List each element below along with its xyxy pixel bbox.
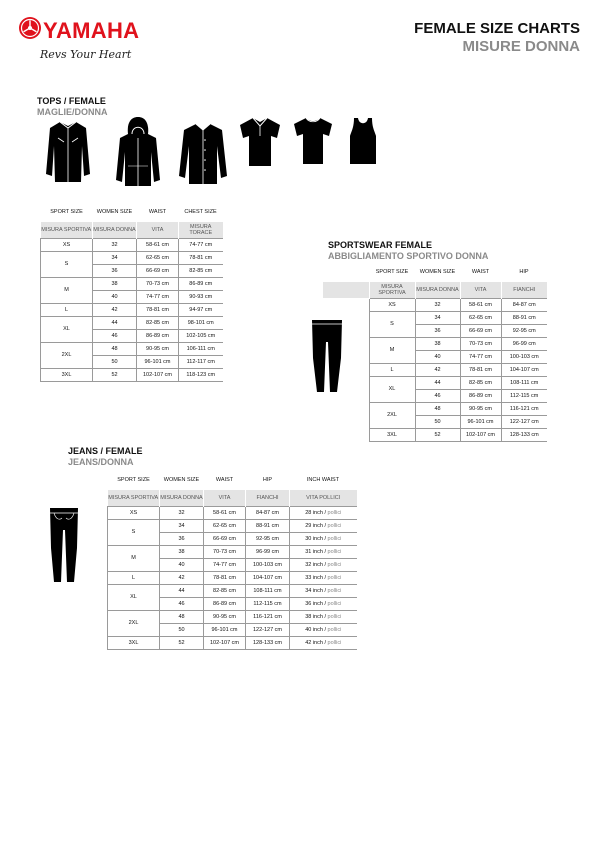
jacket-icon	[44, 116, 92, 186]
sport-size-cell: M	[369, 337, 415, 363]
table-header-italian-row	[108, 490, 357, 506]
value-cell: 108-111 cm	[501, 376, 547, 389]
header-misura-donna: MISURA DONNA	[160, 490, 204, 506]
value-cell: 90-95 cm	[460, 402, 501, 415]
brand-name: YAMAHA	[43, 18, 140, 43]
inch-separator: /	[322, 561, 328, 568]
tops-size-table	[40, 202, 223, 382]
value-cell: 92-95 cm	[246, 532, 290, 545]
sport-size-cell: M	[108, 545, 160, 571]
value-cell: 36	[93, 264, 137, 277]
value-cell: 52	[415, 428, 460, 441]
value-cell: 118-123 cm	[179, 368, 223, 381]
value-cell: 84-87 cm	[501, 298, 547, 311]
value-cell: 48	[93, 342, 137, 355]
table-row	[108, 610, 357, 623]
sport-size-cell: S	[369, 311, 415, 337]
header-chest-size: CHEST SIZE	[184, 209, 217, 215]
inch-separator: /	[322, 626, 328, 633]
header-waist: WAIST	[471, 269, 490, 275]
value-cell: 88-91 cm	[246, 519, 290, 532]
tops-title: TOPS / FEMALE	[37, 96, 106, 106]
value-cell	[290, 571, 357, 584]
value-cell: 38	[160, 545, 204, 558]
sport-size-cell: S	[108, 519, 160, 545]
value-cell: 116-121 cm	[246, 610, 290, 623]
value-cell: 62-65 cm	[460, 311, 501, 324]
value-cell: 102-107 cm	[137, 368, 179, 381]
value-cell: 32	[415, 298, 460, 311]
header-spacer	[323, 262, 369, 282]
table-row	[41, 368, 223, 381]
value-cell: 66-69 cm	[137, 264, 179, 277]
value-cell: 100-103 cm	[501, 350, 547, 363]
table-header-italian-row	[41, 222, 223, 238]
value-cell: 40	[160, 558, 204, 571]
header-sport-size: SPORT SIZE	[50, 209, 83, 215]
table-row	[108, 571, 357, 584]
value-cell: 96-99 cm	[246, 545, 290, 558]
page-titles	[414, 20, 580, 55]
value-cell: 96-101 cm	[204, 623, 246, 636]
header-women-size: WOMEN SIZE	[96, 209, 133, 215]
header-fianchi: FIANCHI	[246, 490, 290, 506]
page-title: FEMALE SIZE CHARTS	[414, 20, 580, 37]
hoodie-icon	[114, 116, 162, 188]
value-cell: 42	[160, 571, 204, 584]
value-cell: 92-95 cm	[501, 324, 547, 337]
header-misura-sportiva: MISURA SPORTIVA	[41, 222, 93, 238]
table-row	[41, 238, 223, 251]
sport-size-cell: L	[108, 571, 160, 584]
value-cell	[290, 558, 357, 571]
value-cell: 52	[160, 636, 204, 649]
value-cell: 108-111 cm	[246, 584, 290, 597]
yamaha-emblem-icon	[18, 16, 42, 40]
value-cell: 44	[160, 584, 204, 597]
header-waist: WAIST	[215, 477, 234, 483]
value-cell: 44	[93, 316, 137, 329]
value-cell: 50	[415, 415, 460, 428]
table-row	[323, 298, 547, 311]
value-cell: 122-127 cm	[501, 415, 547, 428]
value-cell: 46	[160, 597, 204, 610]
inch-value: 31 inch	[305, 548, 323, 555]
value-cell: 52	[93, 368, 137, 381]
inch-value: 38 inch	[305, 613, 323, 620]
pollici-label: pollici	[327, 522, 342, 529]
table-header-italian-row	[323, 282, 547, 298]
table-row	[108, 584, 357, 597]
value-cell	[290, 623, 357, 636]
pollici-label: pollici	[327, 574, 342, 581]
inch-separator: /	[322, 587, 328, 594]
header-misura-sportiva: MISURA SPORTIVA	[369, 282, 415, 298]
table-row	[323, 363, 547, 376]
header-women-size: WOMEN SIZE	[163, 477, 200, 483]
table-row	[41, 277, 223, 290]
sport-size-cell: L	[41, 303, 93, 316]
header-vita: VITA	[460, 282, 501, 298]
value-cell: 96-101 cm	[137, 355, 179, 368]
table-row	[323, 428, 547, 441]
pollici-label: pollici	[327, 600, 342, 607]
table-row	[323, 311, 547, 324]
value-cell: 112-117 cm	[179, 355, 223, 368]
value-cell: 102-107 cm	[460, 428, 501, 441]
value-cell: 42	[415, 363, 460, 376]
header-vita: VITA	[137, 222, 179, 238]
value-cell: 90-95 cm	[204, 610, 246, 623]
value-cell: 112-115 cm	[246, 597, 290, 610]
table-row	[323, 376, 547, 389]
inch-separator: /	[322, 639, 328, 646]
value-cell: 58-61 cm	[460, 298, 501, 311]
table-row	[41, 316, 223, 329]
header-misura-sportiva: MISURA SPORTIVA	[108, 490, 160, 506]
header-misura-donna: MISURA DONNA	[93, 222, 137, 238]
row-spacer	[323, 298, 369, 311]
value-cell: 46	[93, 329, 137, 342]
sport-size-cell: 3XL	[108, 636, 160, 649]
pollici-label: pollici	[327, 535, 342, 542]
inch-value: 33 inch	[305, 574, 323, 581]
value-cell: 98-101 cm	[179, 316, 223, 329]
value-cell: 46	[415, 389, 460, 402]
jeans-size-table	[107, 470, 357, 650]
value-cell: 122-127 cm	[246, 623, 290, 636]
jeans-icon	[46, 506, 82, 584]
row-spacer	[323, 337, 369, 363]
value-cell: 36	[415, 324, 460, 337]
value-cell: 82-85 cm	[137, 316, 179, 329]
value-cell: 32	[93, 238, 137, 251]
table-row	[41, 251, 223, 264]
value-cell: 58-61 cm	[204, 506, 246, 519]
sport-size-cell: 3XL	[41, 368, 93, 381]
value-cell: 82-85 cm	[179, 264, 223, 277]
header-waist: WAIST	[148, 209, 167, 215]
pollici-label: pollici	[327, 561, 342, 568]
header-women-size: WOMEN SIZE	[419, 269, 456, 275]
value-cell: 38	[415, 337, 460, 350]
sport-size-cell: XL	[41, 316, 93, 342]
pollici-label: pollici	[327, 639, 342, 646]
value-cell	[290, 636, 357, 649]
inch-separator: /	[322, 600, 328, 607]
jeans-subtitle: JEANS/DONNA	[68, 457, 134, 467]
header-vita-pollici: VITA POLLICI	[290, 490, 357, 506]
table-header-row	[108, 470, 357, 490]
header-italian-spacer	[323, 282, 369, 298]
brand-slogan: Revs Your Heart	[40, 48, 132, 61]
sport-size-cell: XS	[369, 298, 415, 311]
value-cell: 34	[93, 251, 137, 264]
inch-separator: /	[322, 535, 328, 542]
table-header-row	[41, 202, 223, 222]
tank-top-icon	[348, 116, 378, 166]
value-cell: 78-81 cm	[204, 571, 246, 584]
value-cell: 86-89 cm	[179, 277, 223, 290]
inch-value: 36 inch	[305, 600, 323, 607]
value-cell	[290, 545, 357, 558]
value-cell: 82-85 cm	[460, 376, 501, 389]
pollici-label: pollici	[327, 626, 342, 633]
value-cell: 96-99 cm	[501, 337, 547, 350]
row-spacer	[323, 363, 369, 376]
value-cell: 62-65 cm	[137, 251, 179, 264]
sport-size-cell: 2XL	[369, 402, 415, 428]
header-sport-size: SPORT SIZE	[375, 269, 409, 275]
value-cell: 50	[160, 623, 204, 636]
value-cell	[290, 584, 357, 597]
value-cell: 84-87 cm	[246, 506, 290, 519]
sport-size-cell: M	[41, 277, 93, 303]
value-cell: 66-69 cm	[460, 324, 501, 337]
pollici-label: pollici	[327, 548, 342, 555]
inch-separator: /	[322, 522, 328, 529]
value-cell: 96-101 cm	[460, 415, 501, 428]
sport-size-cell: XS	[108, 506, 160, 519]
header-misura-torace: MISURA TORACE	[179, 222, 223, 238]
value-cell: 32	[160, 506, 204, 519]
value-cell: 112-115 cm	[501, 389, 547, 402]
inch-value: 29 inch	[305, 522, 323, 529]
value-cell: 70-73 cm	[460, 337, 501, 350]
table-row	[108, 519, 357, 532]
shirt-icon	[178, 116, 228, 186]
value-cell: 78-81 cm	[460, 363, 501, 376]
header-inch-waist: INCH WAIST	[306, 477, 340, 483]
sport-size-cell: 3XL	[369, 428, 415, 441]
table-row	[41, 303, 223, 316]
row-spacer	[323, 376, 369, 402]
table-row	[108, 636, 357, 649]
header-sport-size: SPORT SIZE	[117, 477, 150, 483]
inch-value: 42 inch	[305, 639, 323, 646]
value-cell: 128-133 cm	[246, 636, 290, 649]
value-cell: 74-77 cm	[179, 238, 223, 251]
sport-size-cell: XS	[41, 238, 93, 251]
value-cell: 104-107 cm	[246, 571, 290, 584]
polo-icon	[238, 116, 282, 168]
inch-value: 30 inch	[305, 535, 323, 542]
sportswear-title: SPORTSWEAR FEMALE	[328, 240, 433, 250]
value-cell: 86-89 cm	[137, 329, 179, 342]
value-cell: 70-73 cm	[137, 277, 179, 290]
header-fianchi: FIANCHI	[501, 282, 547, 298]
sport-size-cell: S	[41, 251, 93, 277]
value-cell: 104-107 cm	[501, 363, 547, 376]
value-cell: 128-133 cm	[501, 428, 547, 441]
inch-separator: /	[322, 509, 328, 516]
value-cell: 94-97 cm	[179, 303, 223, 316]
pollici-label: pollici	[327, 509, 342, 516]
inch-separator: /	[322, 613, 328, 620]
sport-size-cell: XL	[108, 584, 160, 610]
value-cell	[290, 532, 357, 545]
inch-separator: /	[322, 574, 328, 581]
value-cell: 82-85 cm	[204, 584, 246, 597]
value-cell: 116-121 cm	[501, 402, 547, 415]
sport-size-cell: 2XL	[41, 342, 93, 368]
row-spacer	[323, 311, 369, 337]
header-misura-donna: MISURA DONNA	[415, 282, 460, 298]
value-cell: 58-61 cm	[137, 238, 179, 251]
jeans-title: JEANS / FEMALE	[68, 446, 143, 456]
value-cell: 36	[160, 532, 204, 545]
value-cell: 86-89 cm	[460, 389, 501, 402]
value-cell: 74-77 cm	[137, 290, 179, 303]
value-cell: 100-103 cm	[246, 558, 290, 571]
value-cell: 40	[415, 350, 460, 363]
value-cell: 38	[93, 277, 137, 290]
tshirt-icon	[292, 116, 334, 166]
yamaha-logo	[18, 16, 158, 64]
value-cell	[290, 610, 357, 623]
table-header-row	[323, 262, 547, 282]
value-cell: 90-93 cm	[179, 290, 223, 303]
page-subtitle: MISURE DONNA	[462, 38, 580, 55]
inch-value: 28 inch	[305, 509, 323, 516]
value-cell	[290, 597, 357, 610]
table-row	[323, 337, 547, 350]
inch-value: 40 inch	[305, 626, 323, 633]
value-cell: 70-73 cm	[204, 545, 246, 558]
value-cell: 62-65 cm	[204, 519, 246, 532]
value-cell: 34	[160, 519, 204, 532]
value-cell: 44	[415, 376, 460, 389]
tops-garment-icons	[44, 116, 384, 188]
value-cell: 48	[160, 610, 204, 623]
header-vita: VITA	[204, 490, 246, 506]
value-cell: 106-111 cm	[179, 342, 223, 355]
pollici-label: pollici	[327, 587, 342, 594]
value-cell: 78-81 cm	[137, 303, 179, 316]
table-row	[108, 545, 357, 558]
value-cell: 42	[93, 303, 137, 316]
table-row	[323, 402, 547, 415]
value-cell: 50	[93, 355, 137, 368]
value-cell: 40	[93, 290, 137, 303]
row-spacer	[323, 428, 369, 441]
value-cell: 90-95 cm	[137, 342, 179, 355]
sport-size-cell: 2XL	[108, 610, 160, 636]
value-cell	[290, 519, 357, 532]
inch-value: 34 inch	[305, 587, 323, 594]
value-cell: 48	[415, 402, 460, 415]
inch-value: 32 inch	[305, 561, 323, 568]
value-cell: 102-107 cm	[204, 636, 246, 649]
value-cell: 34	[415, 311, 460, 324]
value-cell: 78-81 cm	[179, 251, 223, 264]
sport-size-cell: L	[369, 363, 415, 376]
value-cell: 74-77 cm	[460, 350, 501, 363]
pollici-label: pollici	[327, 613, 342, 620]
value-cell: 86-89 cm	[204, 597, 246, 610]
header-hip: HIP	[262, 477, 273, 483]
value-cell: 88-91 cm	[501, 311, 547, 324]
sport-size-cell: XL	[369, 376, 415, 402]
value-cell: 102-105 cm	[179, 329, 223, 342]
header-hip: HIP	[519, 269, 529, 275]
tops-subtitle: MAGLIE/DONNA	[37, 107, 108, 117]
sportswear-size-table	[323, 262, 547, 442]
table-row	[108, 506, 357, 519]
table-row	[41, 342, 223, 355]
value-cell: 66-69 cm	[204, 532, 246, 545]
inch-separator: /	[322, 548, 328, 555]
value-cell	[290, 506, 357, 519]
sportswear-subtitle: ABBIGLIAMENTO SPORTIVO DONNA	[328, 251, 489, 261]
row-spacer	[323, 402, 369, 428]
value-cell: 74-77 cm	[204, 558, 246, 571]
